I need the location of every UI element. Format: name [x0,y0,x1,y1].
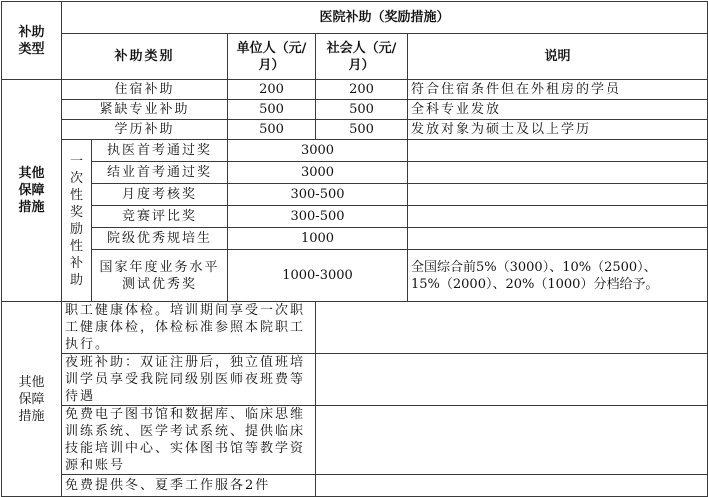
row-name: 紧缺专业补助 [62,100,228,120]
measure-row [2,354,708,406]
section1-label-cell [2,80,62,302]
measure-row [2,302,708,354]
table-row [2,100,708,120]
award-name: 院级优秀规培生 [92,228,228,250]
social-payer-header: 社会人（元/月） [316,34,408,80]
category-header: 补助类别 [62,34,228,80]
one-time-label: 一次性奖励性补助 [69,153,83,288]
award-row [2,250,708,302]
row-unit: 500 [228,100,316,120]
award-note-empty [408,206,708,228]
section2-label: 其他保障措施 [18,374,45,424]
measure-row [2,406,708,475]
award-note-empty [408,184,708,206]
row-note: 发放对象为硕士及以上学历 [408,120,708,140]
one-time-label-cell [62,140,92,302]
measure-text: 职工健康体检。培训期间享受一次职工健康体检，体检标准参照本院职工执行。 [62,302,316,354]
measure-text: 夜班补助：双证注册后，独立值班培训学员享受我院同级别医师夜班费等待遇 [62,354,316,406]
award-name: 执医首考通过奖 [92,140,228,162]
row-social: 500 [316,120,408,140]
award-row [2,140,708,162]
row-social: 200 [316,80,408,100]
type-header-label: 补助类型 [18,24,45,57]
award-amount: 300-500 [228,206,408,228]
type-header-cell [2,2,62,80]
row-unit: 500 [228,120,316,140]
subsidy-table [1,1,708,497]
award-name: 月度考核奖 [92,184,228,206]
note-header: 说明 [408,34,708,80]
award-amount: 300-500 [228,184,408,206]
section1-label: 其他保障措施 [18,166,45,215]
measure-blank [316,406,708,475]
award-row [2,184,708,206]
award-row [2,228,708,250]
row-note: 符合住宿条件但在外租房的学员 [408,80,708,100]
award-note-empty [408,140,708,162]
measure-row [2,475,708,497]
measure-blank [316,354,708,406]
hospital-subsidy-header: 医院补助（奖励措施） [62,2,708,34]
award-name: 结业首考通过奖 [92,162,228,184]
award-row [2,162,708,184]
table-row [2,120,708,140]
header-row-2 [2,34,708,80]
table-row [2,80,708,100]
header-row-1 [2,2,708,34]
award-name: 竞赛评比奖 [92,206,228,228]
row-name: 学历补助 [62,120,228,140]
award-amount: 1000-3000 [228,250,408,302]
award-row [2,206,708,228]
measure-text: 免费提供冬、夏季工作服各2件 [62,475,316,497]
subsidy-table-container [1,1,708,497]
row-name: 住宿补助 [62,80,228,100]
measure-blank [316,475,708,497]
award-note-empty [408,162,708,184]
award-amount: 3000 [228,162,408,184]
award-amount: 1000 [228,228,408,250]
unit-payer-header: 单位人（元/月） [228,34,316,80]
measure-blank [316,302,708,354]
award-amount: 3000 [228,140,408,162]
award-note: 全国综合前5%（3000）、10%（2500）、15%（2000）、20%（1000）分档给予。 [408,250,708,302]
section2-label-cell [2,302,62,497]
row-note: 全科专业发放 [408,100,708,120]
row-unit: 200 [228,80,316,100]
row-social: 500 [316,100,408,120]
award-name: 国家年度业务水平测试优秀奖 [92,250,228,302]
award-note-empty [408,228,708,250]
measure-text: 免费电子图书馆和数据库、临床思维训练系统、医学考试系统、提供临床技能培训中心、实体图书馆等教学资源和账号 [62,406,316,475]
